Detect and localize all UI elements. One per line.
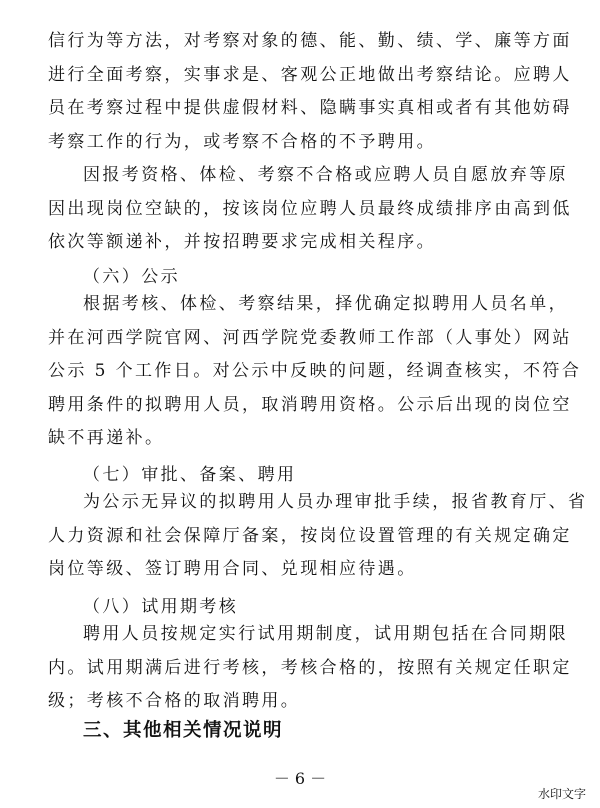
text-line: 聘用人员按规定实行试用期制度，试用期包括在合同期限 xyxy=(83,624,568,644)
heading-publicity: （六）公示 xyxy=(83,267,180,287)
paragraph-probation xyxy=(48,618,572,719)
text-line: 人力资源和社会保障厅备案，按岗位设置管理的有关规定确定 xyxy=(48,525,572,546)
text-line: 为公示无异议的拟聘用人员办理审批手续，报省教育厅、省 xyxy=(83,492,588,512)
text-line: 缺不再递补。 xyxy=(48,428,165,448)
text-line: 员在考察过程中提供虚假材料、隐瞒事实真相或者有其他妨碍 xyxy=(48,98,572,118)
heading-probation: （八）试用期考核 xyxy=(83,597,239,617)
text-line: 因出现岗位空缺的，按该岗位应聘人员最终成绩排序由高到低 xyxy=(48,198,572,219)
section-heading-other: 三、其他相关情况说明 xyxy=(83,720,284,741)
text-line: 考察工作的行为，或考察不合格的不予聘用。 xyxy=(48,131,436,152)
text-line: 依次等额递补，并按招聘要求完成相关程序。 xyxy=(48,232,436,252)
text-line: 并在河西学院官网、河西学院党委教师工作部（人事处）网站 xyxy=(48,327,572,348)
text-line: 进行全面考察，实事求是、客观公正地做出考察结论。应聘人 xyxy=(48,64,572,85)
text-line: 因报考资格、体检、考察不合格或应聘人员自愿放弃等原 xyxy=(83,165,568,185)
text-line: 岗位等级、签订聘用合同、兑现相应待遇。 xyxy=(48,559,417,579)
watermark-text: 水印文字 xyxy=(537,787,586,801)
paragraph-publicity xyxy=(48,288,582,456)
text-line: 聘用条件的拟聘用人员，取消聘用资格。公示后出现的岗位空 xyxy=(48,394,572,415)
page-number: － 6 － xyxy=(273,769,327,788)
heading-approval: （七）审批、备案、聘用 xyxy=(83,465,297,485)
paragraph-approval xyxy=(48,486,588,587)
paragraph-vacancy xyxy=(48,159,572,260)
text-line: 公示 5 个工作日。对公示中反映的问题，经调查核实，不符合 xyxy=(48,361,582,381)
text-line: 内。试用期满后进行考核，考核合格的，按照有关规定任职定 xyxy=(48,657,572,678)
paragraph-assessment xyxy=(48,25,572,159)
text-line: 信行为等方法，对考察对象的德、能、勤、绩、学、廉等方面 xyxy=(48,31,572,51)
text-line: 级；考核不合格的取消聘用。 xyxy=(48,691,301,711)
text-line: 根据考核、体检、考察结果，择优确定拟聘用人员名单， xyxy=(83,294,568,314)
